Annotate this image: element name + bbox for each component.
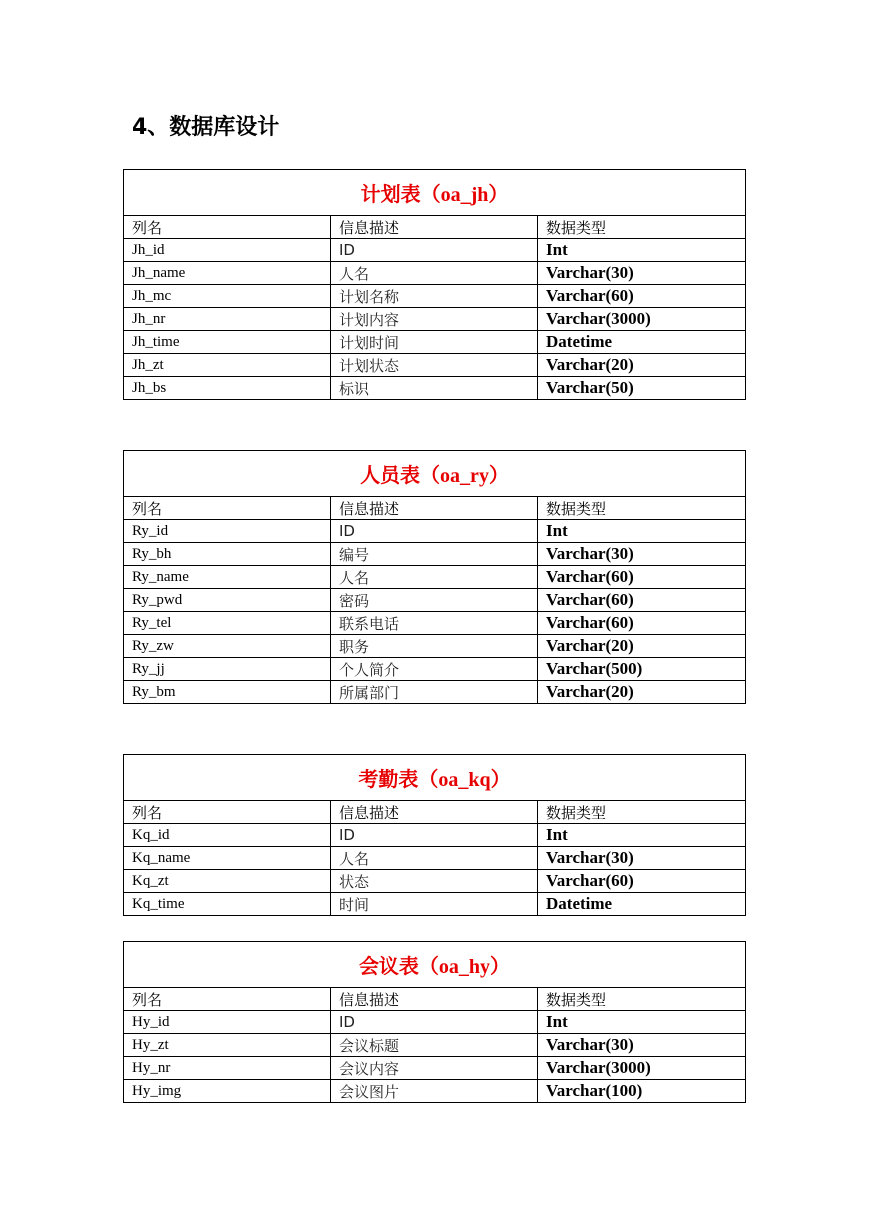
table-row [124, 308, 746, 331]
staff-table [123, 450, 746, 704]
field-desc-cell: 联系电话 [331, 612, 538, 635]
field-name-cell: Jh_id [124, 239, 331, 262]
field-name-cell: Ry_id [124, 520, 331, 543]
field-desc-cell: 人名 [331, 566, 538, 589]
table-title: 人员表（oa_ry） [124, 451, 746, 497]
column-header-name: 列名 [124, 216, 331, 239]
field-name-cell: Ry_bm [124, 681, 331, 704]
table-header-row [124, 497, 746, 520]
field-desc-cell: 会议标题 [331, 1034, 538, 1057]
column-header-type: 数据类型 [538, 988, 746, 1011]
table-row [124, 847, 746, 870]
field-type-cell: Varchar(60) [538, 285, 746, 308]
table-row [124, 566, 746, 589]
field-name-cell: Hy_nr [124, 1057, 331, 1080]
column-header-desc: 信息描述 [331, 216, 538, 239]
table-row [124, 1034, 746, 1057]
field-desc-cell: 个人简介 [331, 658, 538, 681]
column-header-name: 列名 [124, 801, 331, 824]
field-name-cell: Hy_img [124, 1080, 331, 1103]
table-header-row [124, 216, 746, 239]
field-type-cell: Int [538, 1011, 746, 1034]
attendance-table [123, 754, 746, 916]
section-heading: 4、数据库设计 [132, 115, 280, 140]
field-name-cell: Jh_name [124, 262, 331, 285]
table-row [124, 681, 746, 704]
field-type-cell: Int [538, 824, 746, 847]
field-desc-cell: ID [331, 1011, 538, 1034]
field-type-cell: Varchar(30) [538, 847, 746, 870]
field-type-cell: Varchar(20) [538, 681, 746, 704]
field-desc-cell: ID [331, 239, 538, 262]
field-type-cell: Varchar(20) [538, 354, 746, 377]
field-name-cell: Ry_bh [124, 543, 331, 566]
field-desc-cell: ID [331, 520, 538, 543]
field-name-cell: Kq_zt [124, 870, 331, 893]
field-name-cell: Jh_nr [124, 308, 331, 331]
field-desc-cell: 人名 [331, 262, 538, 285]
table-row [124, 520, 746, 543]
field-desc-cell: 职务 [331, 635, 538, 658]
field-type-cell: Varchar(100) [538, 1080, 746, 1103]
table-row [124, 239, 746, 262]
field-name-cell: Ry_tel [124, 612, 331, 635]
column-header-desc: 信息描述 [331, 801, 538, 824]
table-row [124, 635, 746, 658]
table-row [124, 262, 746, 285]
table-row [124, 331, 746, 354]
field-name-cell: Ry_jj [124, 658, 331, 681]
field-type-cell: Int [538, 239, 746, 262]
field-name-cell: Hy_zt [124, 1034, 331, 1057]
field-name-cell: Jh_zt [124, 354, 331, 377]
field-name-cell: Ry_name [124, 566, 331, 589]
field-type-cell: Varchar(500) [538, 658, 746, 681]
field-desc-cell: 计划时间 [331, 331, 538, 354]
field-type-cell: Datetime [538, 331, 746, 354]
field-desc-cell: 标识 [331, 377, 538, 400]
field-name-cell: Jh_time [124, 331, 331, 354]
field-desc-cell: 人名 [331, 847, 538, 870]
column-header-desc: 信息描述 [331, 988, 538, 1011]
table-row [124, 377, 746, 400]
table-row [124, 1011, 746, 1034]
field-type-cell: Varchar(30) [538, 1034, 746, 1057]
table-row [124, 1057, 746, 1080]
field-name-cell: Ry_pwd [124, 589, 331, 612]
field-desc-cell: 时间 [331, 893, 538, 916]
field-desc-cell: 密码 [331, 589, 538, 612]
table-row [124, 1080, 746, 1103]
field-type-cell: Varchar(60) [538, 612, 746, 635]
table-row [124, 870, 746, 893]
field-type-cell: Varchar(50) [538, 377, 746, 400]
field-name-cell: Kq_name [124, 847, 331, 870]
field-desc-cell: 会议图片 [331, 1080, 538, 1103]
table-header-row [124, 988, 746, 1011]
table-row [124, 589, 746, 612]
table-title: 会议表（oa_hy） [124, 942, 746, 988]
meeting-table [123, 941, 746, 1103]
table-title: 计划表（oa_jh） [124, 170, 746, 216]
field-type-cell: Varchar(30) [538, 543, 746, 566]
column-header-name: 列名 [124, 988, 331, 1011]
field-type-cell: Datetime [538, 893, 746, 916]
column-header-type: 数据类型 [538, 497, 746, 520]
field-type-cell: Int [538, 520, 746, 543]
table-row [124, 285, 746, 308]
column-header-name: 列名 [124, 497, 331, 520]
table-header-row [124, 801, 746, 824]
field-type-cell: Varchar(3000) [538, 1057, 746, 1080]
field-desc-cell: 计划名称 [331, 285, 538, 308]
field-desc-cell: ID [331, 824, 538, 847]
field-desc-cell: 计划状态 [331, 354, 538, 377]
field-desc-cell: 所属部门 [331, 681, 538, 704]
column-header-desc: 信息描述 [331, 497, 538, 520]
table-row [124, 893, 746, 916]
field-type-cell: Varchar(60) [538, 870, 746, 893]
field-desc-cell: 计划内容 [331, 308, 538, 331]
field-name-cell: Jh_bs [124, 377, 331, 400]
column-header-type: 数据类型 [538, 216, 746, 239]
table-row [124, 824, 746, 847]
field-name-cell: Kq_time [124, 893, 331, 916]
table-title: 考勤表（oa_kq） [124, 755, 746, 801]
field-desc-cell: 状态 [331, 870, 538, 893]
plan-table [123, 169, 746, 400]
table-row [124, 543, 746, 566]
field-type-cell: Varchar(60) [538, 566, 746, 589]
field-name-cell: Jh_mc [124, 285, 331, 308]
column-header-type: 数据类型 [538, 801, 746, 824]
table-row [124, 658, 746, 681]
field-name-cell: Hy_id [124, 1011, 331, 1034]
field-type-cell: Varchar(30) [538, 262, 746, 285]
field-desc-cell: 会议内容 [331, 1057, 538, 1080]
table-row [124, 354, 746, 377]
field-name-cell: Kq_id [124, 824, 331, 847]
field-desc-cell: 编号 [331, 543, 538, 566]
table-row [124, 612, 746, 635]
field-type-cell: Varchar(60) [538, 589, 746, 612]
field-name-cell: Ry_zw [124, 635, 331, 658]
field-type-cell: Varchar(20) [538, 635, 746, 658]
field-type-cell: Varchar(3000) [538, 308, 746, 331]
